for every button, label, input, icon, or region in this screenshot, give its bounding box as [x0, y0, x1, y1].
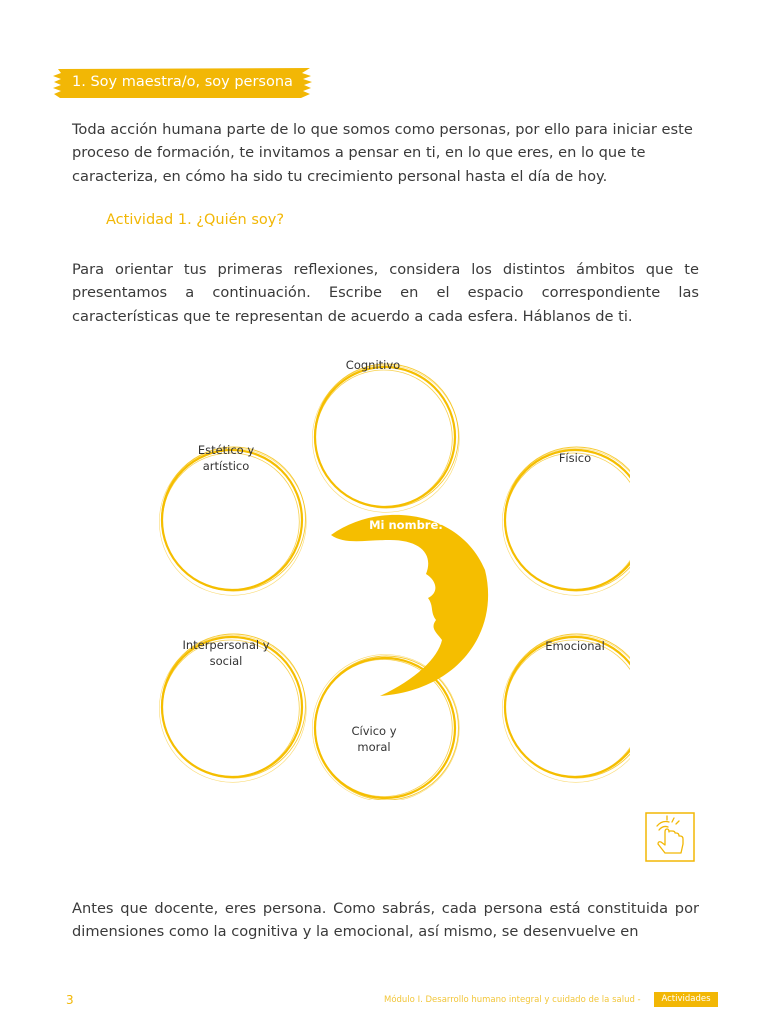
dimensions-diagram — [140, 340, 630, 800]
center-label: Mi nombre: — [369, 518, 443, 532]
circle-cognitivo — [312, 364, 459, 512]
intro-paragraph: Toda acción humana parte de lo que somos como personas, por ello para iniciar este proceso de formación, te invitamos a pensar en ti, en lo que eres, en lo que te caracteriza, en cómo ha sido tu crecimiento personal hasta el día de hoy. — [72, 121, 693, 185]
page-number: 3 — [66, 993, 74, 1007]
activity-instructions: Para orientar tus primeras reflexiones, considera los distintos ámbitos que te presentamos a continuación. Escribe en el espacio correspondiente las características que te representan de acuerdo a cada esfera. Háblanos de ti. — [72, 261, 699, 325]
circle-label-fisico: Físico — [558, 451, 592, 465]
circle-emocional — [502, 634, 630, 782]
hand-tap-icon — [645, 812, 695, 862]
activity-title: Actividad 1. ¿Quién soy? — [106, 212, 285, 228]
circle-label-estetico-artistico: Estético y artístico — [197, 443, 255, 473]
circle-label-interpersonal-social: Interpersonal y social — [182, 638, 270, 668]
circle-label-emocional: Emocional — [545, 639, 605, 653]
footer-badge: Actividades — [654, 992, 718, 1007]
circle-fisico — [502, 447, 630, 595]
face-silhouette-moon — [331, 515, 488, 696]
circle-label-cognitivo: Cognitivo — [345, 358, 401, 372]
circle-label-civico-moral: Cívico y moral — [351, 724, 397, 754]
section-header — [52, 66, 314, 100]
section-title: 1. Soy maestra/o, soy persona — [72, 74, 293, 90]
footer-module-text: Módulo I. Desarrollo humano integral y cuidado de la salud - — [384, 995, 641, 1005]
closing-paragraph: Antes que docente, eres persona. Como sabrás, cada persona está constituida por dimensiones como la cognitiva y la emocional, así mismo, se desenvuelve en — [72, 900, 699, 941]
